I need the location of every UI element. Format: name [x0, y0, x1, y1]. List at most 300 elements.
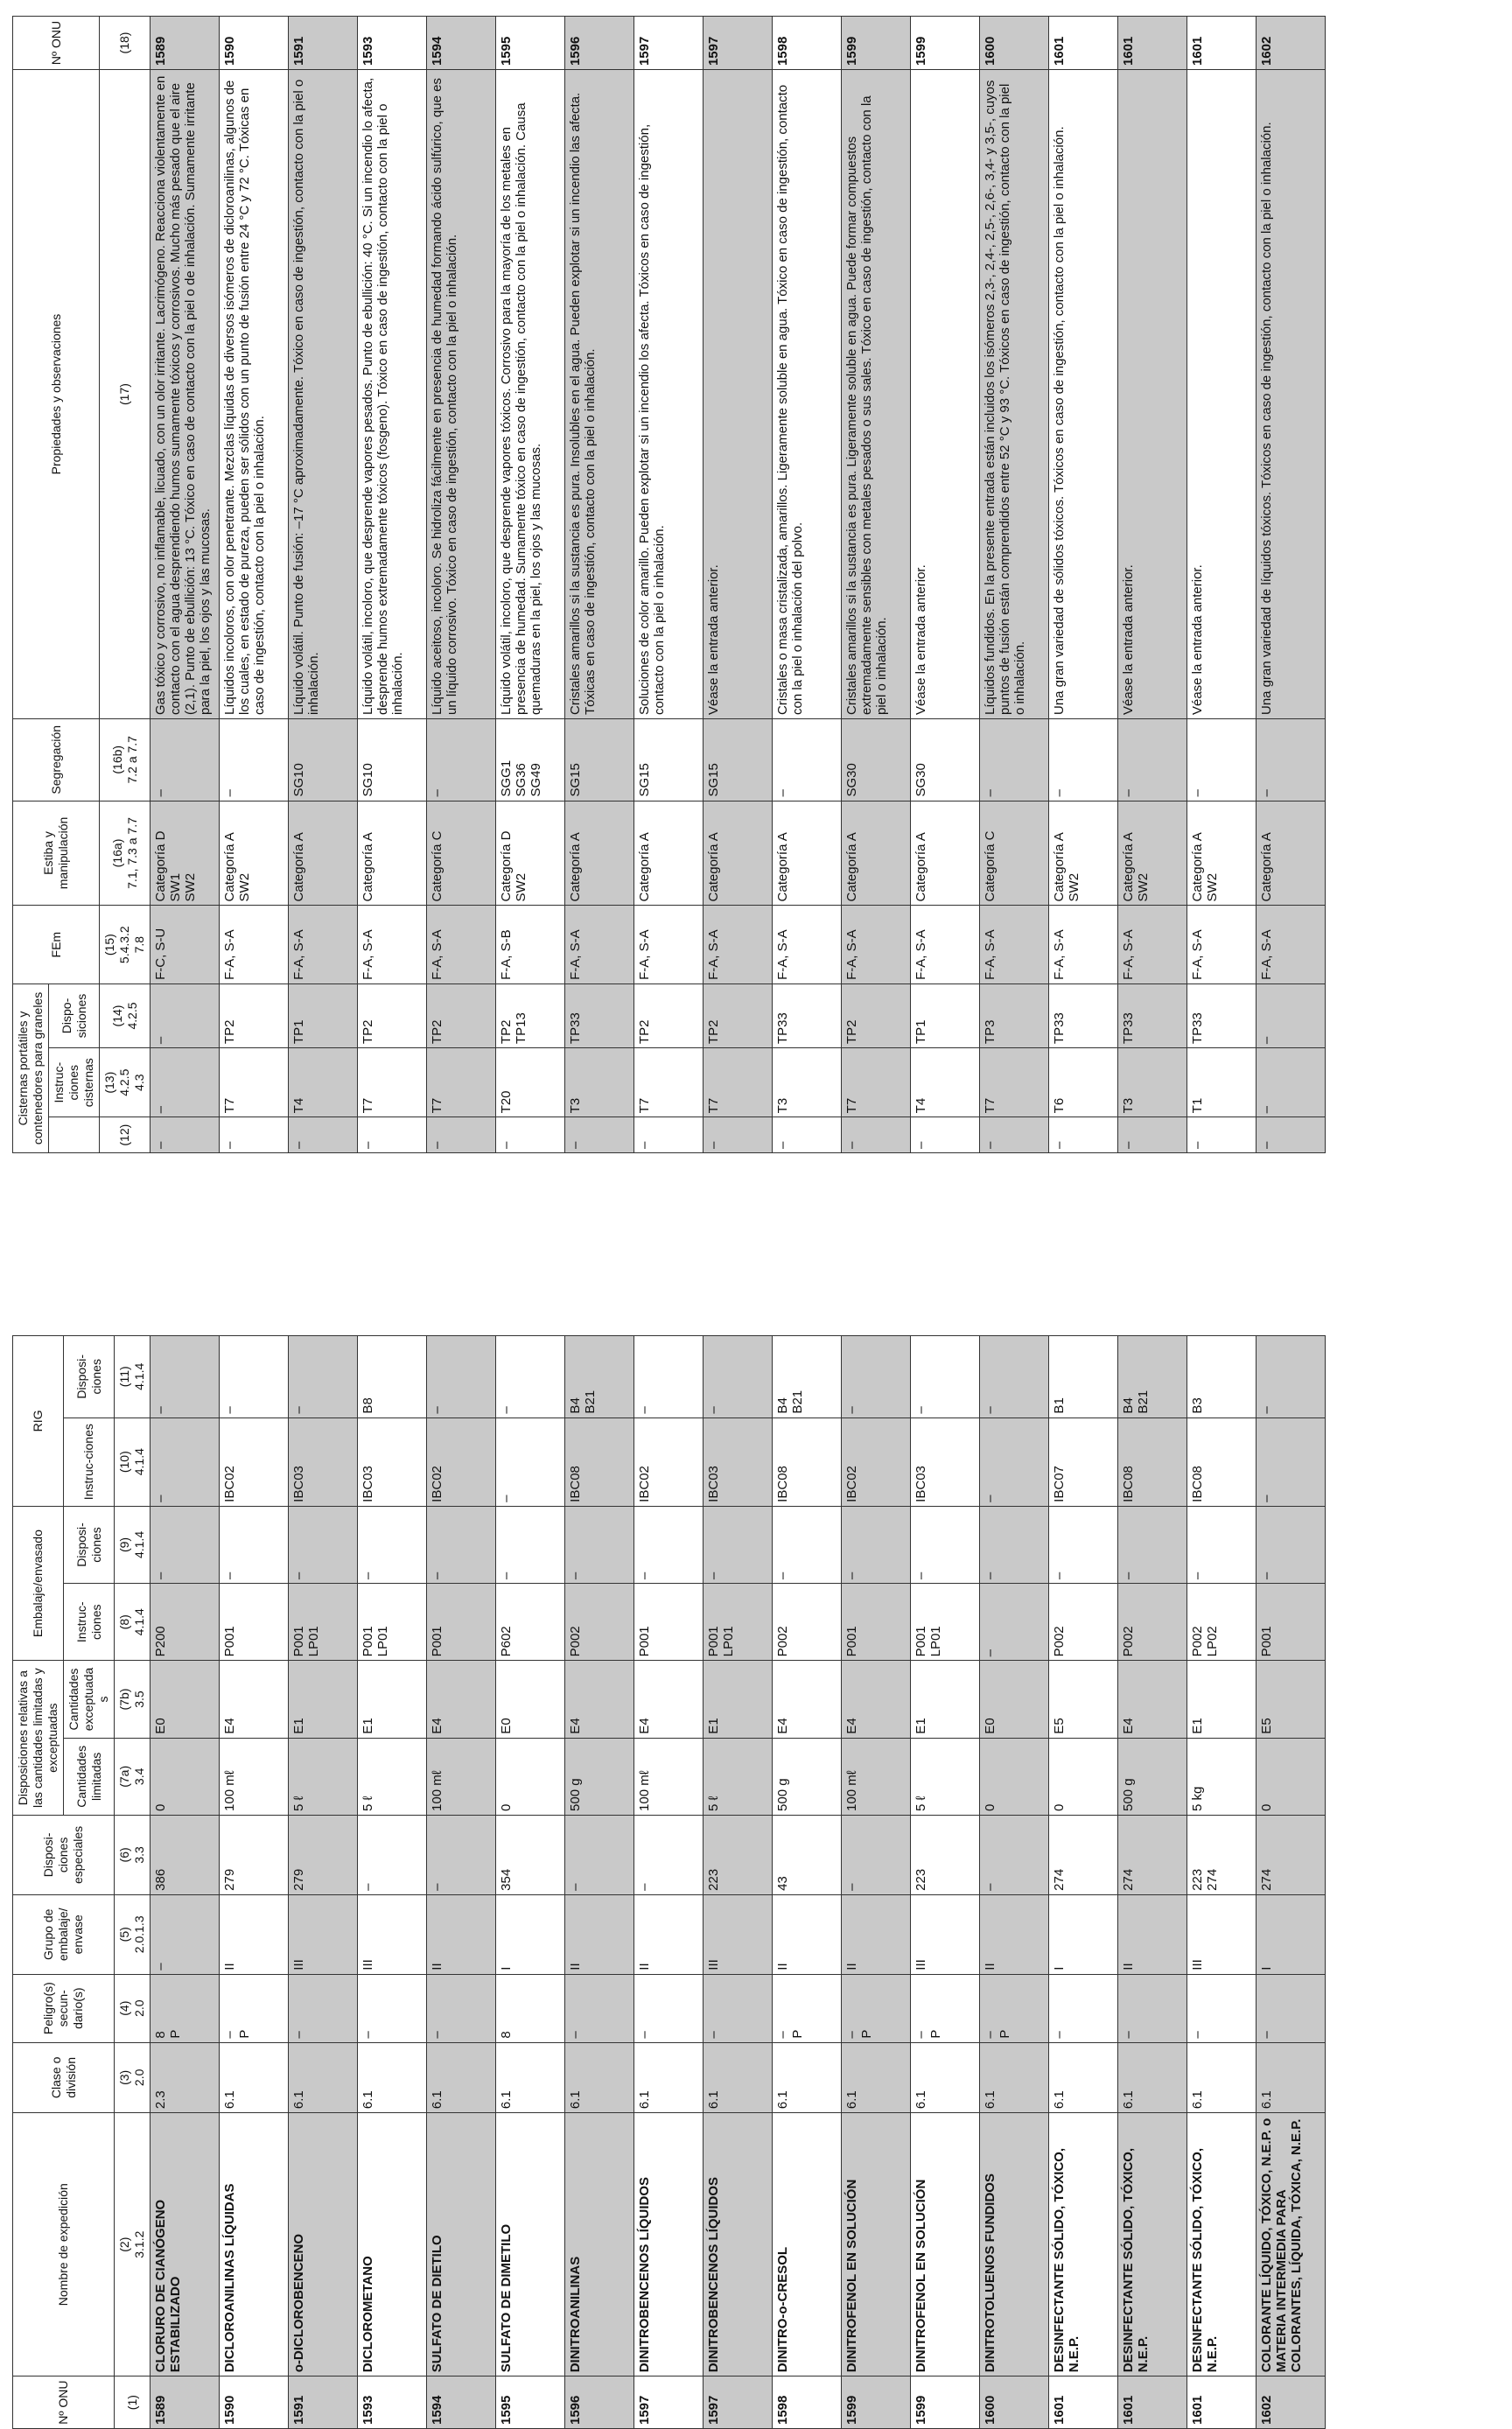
cell-packing-provision: –: [565, 1506, 634, 1583]
cell-limited-quantity: 5 ℓ: [911, 1738, 980, 1815]
cell-packing-provision: –: [427, 1506, 496, 1583]
table-row: [704, 17, 773, 1153]
table-row: [842, 1336, 911, 2429]
cell-subsidiary-risk: –: [427, 1974, 496, 2042]
cell-packing-provision: –: [980, 1506, 1049, 1583]
cell-packing-group: II: [565, 1894, 634, 1974]
cell-un-number-right: 1590: [220, 17, 289, 70]
cell-stowage: Categoría A SW2: [1118, 801, 1187, 906]
cell-ems: F-A, S-A: [1256, 906, 1326, 984]
table-row: [220, 1336, 289, 2429]
cell-ibc-provision: –: [911, 1336, 980, 1418]
cell-un-number: 1590: [220, 2376, 289, 2429]
hdr-tanks: Cisternas portátiles y contenedores para graneles: [13, 984, 49, 1152]
cell-packing-instruction: –: [980, 1584, 1049, 1661]
cell-excepted-quantity: E5: [1049, 1661, 1118, 1738]
cell-stowage: Categoría C: [427, 801, 496, 906]
cell-un-number: 1599: [911, 2376, 980, 2429]
cell-tank-provision: TP33: [1049, 984, 1118, 1047]
table-panel-left: [12, 1335, 1326, 2429]
cell-tank-instruction: T1: [1187, 1048, 1256, 1117]
table-row: [565, 1336, 634, 2429]
cell-tank-instruction: T7: [220, 1048, 289, 1117]
cell-packing-instruction: P001 LP01: [704, 1584, 773, 1661]
table-row: [911, 17, 980, 1153]
hdr-packing-group: Grupo de embalaje/ envase: [13, 1894, 115, 1974]
num-9: (9) 4.1.4: [115, 1506, 150, 1583]
cell-col12: –: [842, 1117, 911, 1153]
cell-ibc-provision: B4 B21: [1118, 1336, 1187, 1418]
cell-ibc-provision: –: [704, 1336, 773, 1418]
cell-col12: –: [565, 1117, 634, 1153]
cell-limited-quantity: 0: [1256, 1738, 1326, 1815]
cell-stowage: Categoría A: [842, 801, 911, 906]
hdr-limited-quantities: Disposiciones relativas a las cantidades limitadas y exceptuadas: [13, 1661, 64, 1816]
cell-excepted-quantity: E0: [496, 1661, 565, 1738]
table-row: [980, 1336, 1049, 2429]
cell-un-number-right: 1591: [289, 17, 358, 70]
cell-subsidiary-risk: –: [358, 1974, 427, 2042]
table-row: [911, 1336, 980, 2429]
table-row: [496, 1336, 565, 2429]
cell-class: 6.1: [358, 2042, 427, 2112]
cell-excepted-quantity: E1: [704, 1661, 773, 1738]
cell-un-number-right: 1601: [1118, 17, 1187, 70]
cell-ibc-instruction: IBC02: [634, 1418, 704, 1506]
cell-excepted-quantity: E5: [1256, 1661, 1326, 1738]
table-row: [1049, 1336, 1118, 2429]
cell-limited-quantity: 0: [1049, 1738, 1118, 1815]
cell-tank-instruction: T3: [565, 1048, 634, 1117]
hdr-shipping-name: Nombre de expedición: [13, 2113, 115, 2376]
num-5: (5) 2.0.1.3: [115, 1894, 150, 1974]
cell-un-number-right: 1597: [704, 17, 773, 70]
cell-tank-instruction: T7: [427, 1048, 496, 1117]
num-17: (17): [100, 70, 150, 719]
cell-tank-provision: TP2: [220, 984, 289, 1047]
table-row: [1049, 17, 1118, 1153]
cell-ibc-provision: B3: [1187, 1336, 1256, 1418]
cell-special-provisions: 386: [150, 1815, 220, 1894]
hdr-subsidiary-risk: Peligro(s) secun-dario(s): [13, 1974, 115, 2042]
cell-limited-quantity: 500 g: [773, 1738, 842, 1815]
cell-stowage: Categoría A: [634, 801, 704, 906]
cell-excepted-quantity: E4: [634, 1661, 704, 1738]
cell-segregation: –: [980, 719, 1049, 802]
cell-tank-instruction: T6: [1049, 1048, 1118, 1117]
cell-tank-instruction: T20: [496, 1048, 565, 1117]
cell-properties: Cristales amarillos si la sustancia es pura. Insolubles en el agua. Pueden explotar si un incendio las afecta. Tóxicas en caso de ingestión, contacto con la piel o inhalación.: [565, 70, 634, 719]
cell-un-number-right: 1601: [1049, 17, 1118, 70]
cell-ibc-provision: –: [289, 1336, 358, 1418]
cell-ibc-provision: –: [980, 1336, 1049, 1418]
cell-special-provisions: 279: [289, 1815, 358, 1894]
cell-packing-group: –: [150, 1894, 220, 1974]
cell-ibc-provision: –: [1256, 1336, 1326, 1418]
cell-limited-quantity: 100 mℓ: [220, 1738, 289, 1815]
cell-packing-instruction: P002: [773, 1584, 842, 1661]
cell-ibc-instruction: IBC02: [427, 1418, 496, 1506]
cell-special-provisions: 274: [1256, 1815, 1326, 1894]
cell-special-provisions: 223 274: [1187, 1815, 1256, 1894]
cell-shipping-name: COLORANTE LÍQUIDO, TÓXICO, N.E.P. o MATERIA INTERMEDIA PARA COLORANTES, LÍQUIDA, TÓXICA, N.E.P.: [1256, 2113, 1326, 2376]
table-row: [565, 17, 634, 1153]
cell-ibc-instruction: IBC02: [220, 1418, 289, 1506]
cell-tank-instruction: –: [1256, 1048, 1326, 1117]
hdr-col12-blank: [49, 1117, 100, 1153]
dangerous-goods-table-left: [12, 1335, 1326, 2429]
cell-un-number: 1593: [358, 2376, 427, 2429]
cell-excepted-quantity: E4: [427, 1661, 496, 1738]
table-row: [634, 1336, 704, 2429]
cell-special-provisions: –: [842, 1815, 911, 1894]
hdr-excepted: Cantidades exceptuadas: [64, 1661, 115, 1738]
cell-excepted-quantity: E0: [980, 1661, 1049, 1738]
cell-packing-group: III: [704, 1894, 773, 1974]
cell-segregation: SG15: [634, 719, 704, 802]
cell-packing-provision: –: [1118, 1506, 1187, 1583]
cell-packing-provision: –: [358, 1506, 427, 1583]
num-1: (1): [115, 2376, 150, 2429]
cell-stowage: Categoría A: [358, 801, 427, 906]
cell-tank-provision: TP2: [358, 984, 427, 1047]
table-row: [773, 17, 842, 1153]
cell-class: 6.1: [1118, 2042, 1187, 2112]
cell-stowage: Categoría A: [1256, 801, 1326, 906]
hdr-packing: Embalaje/envasado: [13, 1506, 64, 1661]
cell-special-provisions: –: [634, 1815, 704, 1894]
cell-tank-provision: TP3: [980, 984, 1049, 1047]
cell-packing-instruction: P002: [1118, 1584, 1187, 1661]
cell-properties: Líquido volátil, incoloro, que desprende vapores tóxicos. Corrosivo para la mayoría de los metales en presencia de humedad. Sumamente tóxico en caso de ingestión, contacto con la piel o inhalación. Causa quemaduras en la piel, los ojos y las mucosas.: [496, 70, 565, 719]
cell-special-provisions: 279: [220, 1815, 289, 1894]
cell-un-number: 1598: [773, 2376, 842, 2429]
cell-properties: Una gran variedad de sólidos tóxicos. Tóxicos en caso de ingestión, contacto con la piel o inhalación.: [1049, 70, 1118, 719]
cell-class: 6.1: [1049, 2042, 1118, 2112]
cell-subsidiary-risk: – P: [773, 1974, 842, 2042]
cell-ibc-provision: –: [220, 1336, 289, 1418]
cell-limited-quantity: 0: [496, 1738, 565, 1815]
cell-un-number-right: 1598: [773, 17, 842, 70]
cell-properties: Soluciones de color amarillo. Pueden explotar si un incendio los afecta. Tóxicos en caso de ingestión, contacto con la piel o inhalación.: [634, 70, 704, 719]
table-row: [496, 17, 565, 1153]
cell-packing-group: II: [634, 1894, 704, 1974]
cell-class: 6.1: [1187, 2042, 1256, 2112]
cell-tank-instruction: T7: [358, 1048, 427, 1117]
cell-tank-instruction: T7: [634, 1048, 704, 1117]
cell-un-number-right: 1596: [565, 17, 634, 70]
cell-limited-quantity: 5 ℓ: [704, 1738, 773, 1815]
cell-un-number: 1600: [980, 2376, 1049, 2429]
cell-ems: F-A, S-A: [704, 906, 773, 984]
cell-stowage: Categoría A: [773, 801, 842, 906]
cell-packing-instruction: P001: [427, 1584, 496, 1661]
table-row: [1118, 1336, 1187, 2429]
hdr-packing-instr: Instruc-ciones: [64, 1584, 115, 1661]
cell-stowage: Categoría A SW2: [1049, 801, 1118, 906]
cell-limited-quantity: 500 g: [1118, 1738, 1187, 1815]
cell-excepted-quantity: E1: [911, 1661, 980, 1738]
cell-un-number-right: 1595: [496, 17, 565, 70]
cell-excepted-quantity: E4: [842, 1661, 911, 1738]
cell-packing-provision: –: [1256, 1506, 1326, 1583]
cell-ems: F-A, S-A: [1118, 906, 1187, 984]
cell-stowage: Categoría A: [565, 801, 634, 906]
cell-shipping-name: DINITROBENCENOS LÍQUIDOS: [634, 2113, 704, 2376]
cell-packing-group: III: [289, 1894, 358, 1974]
cell-segregation: –: [1118, 719, 1187, 802]
cell-un-number-right: 1594: [427, 17, 496, 70]
cell-ems: F-A, S-A: [842, 906, 911, 984]
cell-class: 2.3: [150, 2042, 220, 2112]
cell-special-provisions: 43: [773, 1815, 842, 1894]
cell-properties: Líquido aceitoso, incoloro. Se hidroliza fácilmente en presencia de humedad formando ácido sulfúrico, que es un líquido corrosivo. Tóxico en caso de ingestión, contacto con la piel o inhalación.: [427, 70, 496, 719]
table-row: [150, 17, 220, 1153]
cell-col12: –: [496, 1117, 565, 1153]
cell-properties: Líquidos incoloros, con olor penetrante. Mezclas líquidas de diversos isómeros de dicloroanilinas, algunos de los cuales, en estado de pureza, pueden ser sólidos con un punto de fusión entre 24 °C y 72 °C. Tóxicas en caso de ingestión, contacto con la piel o inhalación.: [220, 70, 289, 719]
table-row: [1256, 1336, 1326, 2429]
cell-special-provisions: 223: [704, 1815, 773, 1894]
cell-stowage: Categoría D SW2: [496, 801, 565, 906]
cell-un-number: 1602: [1256, 2376, 1326, 2429]
cell-shipping-name: DINITROANILINAS: [565, 2113, 634, 2376]
cell-shipping-name: CLORURO DE CIANÓGENO ESTABILIZADO: [150, 2113, 220, 2376]
cell-properties: Líquido volátil, incoloro, que desprende vapores pesados. Punto de ebullición: 40 °C. Si un incendio lo afecta, desprende humos extremadamente tóxicos (fosgeno). Tóxico en caso de ingestión, contacto con la piel o inhalación.: [358, 70, 427, 719]
cell-packing-provision: –: [842, 1506, 911, 1583]
cell-packing-group: I: [496, 1894, 565, 1974]
cell-class: 6.1: [220, 2042, 289, 2112]
cell-un-number-right: 1589: [150, 17, 220, 70]
cell-ems: F-A, S-A: [565, 906, 634, 984]
cell-packing-provision: –: [1049, 1506, 1118, 1583]
cell-packing-instruction: P002: [1049, 1584, 1118, 1661]
cell-un-number: 1591: [289, 2376, 358, 2429]
cell-col12: –: [289, 1117, 358, 1153]
cell-tank-provision: –: [150, 984, 220, 1047]
hdr-tank-instr: Instruc-ciones cisternas: [49, 1048, 100, 1117]
cell-properties: Gas tóxico y corrosivo, no inflamable, licuado, con un olor irritante. Lacrimógeno. Reacciona violentamente en contacto con el agua desprendiendo humos sumamente tóxicos y corrosivos. Mucho más pesado que el aire (2,1). Punto de ebullición: 13 °C. Tóxico en caso de contacto con la piel o de inhalación. Sumamente irritante para la piel, los ojos y las mucosas.: [150, 70, 220, 719]
cell-tank-instruction: T3: [1118, 1048, 1187, 1117]
num-16a: (16a) 7.1, 7.3 a 7.7: [100, 801, 150, 906]
cell-un-number-right: 1597: [634, 17, 704, 70]
cell-segregation: –: [1049, 719, 1118, 802]
table-row: [980, 17, 1049, 1153]
cell-packing-group: I: [1256, 1894, 1326, 1974]
cell-tank-provision: TP1: [911, 984, 980, 1047]
cell-segregation: SGG1 SG36 SG49: [496, 719, 565, 802]
table-row: [1256, 17, 1326, 1153]
cell-class: 6.1: [1256, 2042, 1326, 2112]
cell-tank-provision: TP2: [842, 984, 911, 1047]
cell-class: 6.1: [911, 2042, 980, 2112]
cell-packing-group: I: [1049, 1894, 1118, 1974]
cell-shipping-name: DINITROTOLUENOS FUNDIDOS: [980, 2113, 1049, 2376]
cell-packing-instruction: P002: [565, 1584, 634, 1661]
cell-subsidiary-risk: 8: [496, 1974, 565, 2042]
cell-tank-instruction: T4: [911, 1048, 980, 1117]
cell-class: 6.1: [427, 2042, 496, 2112]
hdr-segregation: Segregación: [13, 719, 100, 802]
cell-ibc-instruction: IBC03: [358, 1418, 427, 1506]
cell-segregation: –: [427, 719, 496, 802]
table-row: [289, 17, 358, 1153]
cell-un-number: 1595: [496, 2376, 565, 2429]
cell-ibc-instruction: IBC02: [842, 1418, 911, 1506]
num-8: (8) 4.1.4: [115, 1584, 150, 1661]
cell-properties: Véase la entrada anterior.: [911, 70, 980, 719]
cell-tank-provision: TP2: [427, 984, 496, 1047]
cell-un-number: 1596: [565, 2376, 634, 2429]
cell-stowage: Categoría A: [704, 801, 773, 906]
cell-tank-provision: –: [1256, 984, 1326, 1047]
cell-shipping-name: SULFATO DE DIETILO: [427, 2113, 496, 2376]
num-15: (15) 5.4.3.2 7.8: [100, 906, 150, 984]
cell-shipping-name: DESINFECTANTE SÓLIDO, TÓXICO, N.E.P.: [1118, 2113, 1187, 2376]
cell-properties: Véase la entrada anterior.: [1118, 70, 1187, 719]
cell-subsidiary-risk: –: [1187, 1974, 1256, 2042]
hdr-ems: FEm: [13, 906, 100, 984]
cell-packing-instruction: P001 LP01: [358, 1584, 427, 1661]
dangerous-goods-table-right: [12, 16, 1326, 1153]
cell-ems: F-A, S-A: [1049, 906, 1118, 984]
table-row: [220, 17, 289, 1153]
table-row: [1118, 17, 1187, 1153]
cell-ibc-instruction: IBC08: [773, 1418, 842, 1506]
cell-tank-provision: TP33: [1187, 984, 1256, 1047]
num-2: (2) 3.1.2: [115, 2113, 150, 2376]
cell-tank-provision: TP33: [1118, 984, 1187, 1047]
cell-tank-instruction: T7: [842, 1048, 911, 1117]
cell-properties: Una gran variedad de líquidos tóxicos. Tóxicos en caso de ingestión, contacto con la piel o inhalación.: [1256, 70, 1326, 719]
cell-limited-quantity: 5 ℓ: [358, 1738, 427, 1815]
table-row: [358, 17, 427, 1153]
cell-subsidiary-risk: –: [704, 1974, 773, 2042]
cell-segregation: SG30: [842, 719, 911, 802]
cell-properties: Cristales o masa cristalizada, amarillos. Ligeramente soluble en agua. Tóxico en caso de ingestión, contacto con la piel o inhalación del polvo.: [773, 70, 842, 719]
hdr-packing-prov: Disposi-ciones: [64, 1506, 115, 1583]
num-6: (6) 3.3: [115, 1815, 150, 1894]
num-10: (10) 4.1.4: [115, 1418, 150, 1506]
cell-class: 6.1: [289, 2042, 358, 2112]
hdr-properties: Propiedades y observaciones: [13, 70, 100, 719]
table-row: [704, 1336, 773, 2429]
cell-shipping-name: DESINFECTANTE SÓLIDO, TÓXICO, N.E.P.: [1049, 2113, 1118, 2376]
cell-col12: –: [704, 1117, 773, 1153]
cell-packing-group: II: [773, 1894, 842, 1974]
cell-packing-instruction: P001: [634, 1584, 704, 1661]
cell-excepted-quantity: E4: [773, 1661, 842, 1738]
cell-stowage: Categoría A SW2: [220, 801, 289, 906]
cell-packing-provision: –: [911, 1506, 980, 1583]
cell-ibc-instruction: IBC08: [565, 1418, 634, 1506]
table-row: [427, 17, 496, 1153]
cell-col12: –: [150, 1117, 220, 1153]
cell-ibc-instruction: IBC08: [1118, 1418, 1187, 1506]
cell-ibc-provision: –: [427, 1336, 496, 1418]
table-row: [150, 1336, 220, 2429]
cell-excepted-quantity: E1: [1187, 1661, 1256, 1738]
cell-segregation: SG10: [289, 719, 358, 802]
cell-packing-instruction: P001 LP01: [289, 1584, 358, 1661]
cell-shipping-name: DINITROFENOL EN SOLUCIÓN: [842, 2113, 911, 2376]
cell-packing-group: III: [358, 1894, 427, 1974]
table-row: [358, 1336, 427, 2429]
cell-ibc-provision: –: [150, 1336, 220, 1418]
cell-packing-group: III: [911, 1894, 980, 1974]
cell-subsidiary-risk: – P: [842, 1974, 911, 2042]
cell-ibc-instruction: IBC07: [1049, 1418, 1118, 1506]
cell-un-number-right: 1593: [358, 17, 427, 70]
num-12: (12): [100, 1117, 150, 1153]
cell-shipping-name: o-DICLOROBENCENO: [289, 2113, 358, 2376]
table-row: [773, 1336, 842, 2429]
cell-tank-instruction: T3: [773, 1048, 842, 1117]
cell-ibc-instruction: IBC03: [911, 1418, 980, 1506]
cell-ibc-instruction: –: [150, 1418, 220, 1506]
cell-packing-instruction: P200: [150, 1584, 220, 1661]
cell-ems: F-A, S-A: [773, 906, 842, 984]
cell-un-number: 1601: [1187, 2376, 1256, 2429]
cell-packing-provision: –: [773, 1506, 842, 1583]
cell-subsidiary-risk: –: [1256, 1974, 1326, 2042]
cell-packing-group: III: [1187, 1894, 1256, 1974]
cell-class: 6.1: [634, 2042, 704, 2112]
cell-shipping-name: SULFATO DE DIMETILO: [496, 2113, 565, 2376]
cell-tank-instruction: –: [150, 1048, 220, 1117]
cell-special-provisions: 274: [1118, 1815, 1187, 1894]
cell-tank-provision: TP33: [565, 984, 634, 1047]
hdr-ibc: RIG: [13, 1336, 64, 1507]
cell-subsidiary-risk: –: [565, 1974, 634, 2042]
cell-limited-quantity: 500 g: [565, 1738, 634, 1815]
hdr-class: Clase o división: [13, 2042, 115, 2112]
cell-col12: –: [427, 1117, 496, 1153]
cell-segregation: SG15: [565, 719, 634, 802]
cell-tank-instruction: T7: [704, 1048, 773, 1117]
cell-ems: F-A, S-A: [289, 906, 358, 984]
num-16b: (16b) 7.2 a 7.7: [100, 719, 150, 802]
hdr-un-right: Nº ONU: [13, 17, 100, 70]
cell-packing-instruction: P602: [496, 1584, 565, 1661]
cell-class: 6.1: [980, 2042, 1049, 2112]
cell-special-provisions: 223: [911, 1815, 980, 1894]
cell-ibc-provision: B4 B21: [773, 1336, 842, 1418]
cell-ems: F-A, S-A: [634, 906, 704, 984]
cell-segregation: –: [1187, 719, 1256, 802]
cell-segregation: SG30: [911, 719, 980, 802]
hdr-tank-prov: Dispo-siciones: [49, 984, 100, 1047]
cell-shipping-name: DESINFECTANTE SÓLIDO, TÓXICO, N.E.P.: [1187, 2113, 1256, 2376]
cell-special-provisions: –: [980, 1815, 1049, 1894]
cell-tank-instruction: T4: [289, 1048, 358, 1117]
table-panel-right: [12, 16, 1326, 1153]
cell-ems: F-A, S-A: [1187, 906, 1256, 984]
cell-special-provisions: 354: [496, 1815, 565, 1894]
cell-packing-provision: –: [289, 1506, 358, 1583]
num-7a: (7a) 3.4: [115, 1738, 150, 1815]
cell-class: 6.1: [842, 2042, 911, 2112]
table-row: [1187, 1336, 1256, 2429]
cell-class: 6.1: [773, 2042, 842, 2112]
cell-limited-quantity: 5 ℓ: [289, 1738, 358, 1815]
num-4: (4) 2.0: [115, 1974, 150, 2042]
cell-shipping-name: DINITROBENCENOS LÍQUIDOS: [704, 2113, 773, 2376]
cell-limited-quantity: 100 mℓ: [427, 1738, 496, 1815]
cell-limited-quantity: 0: [980, 1738, 1049, 1815]
cell-packing-instruction: P001: [1256, 1584, 1326, 1661]
cell-special-provisions: –: [358, 1815, 427, 1894]
cell-ems: F-A, S-A: [427, 906, 496, 984]
